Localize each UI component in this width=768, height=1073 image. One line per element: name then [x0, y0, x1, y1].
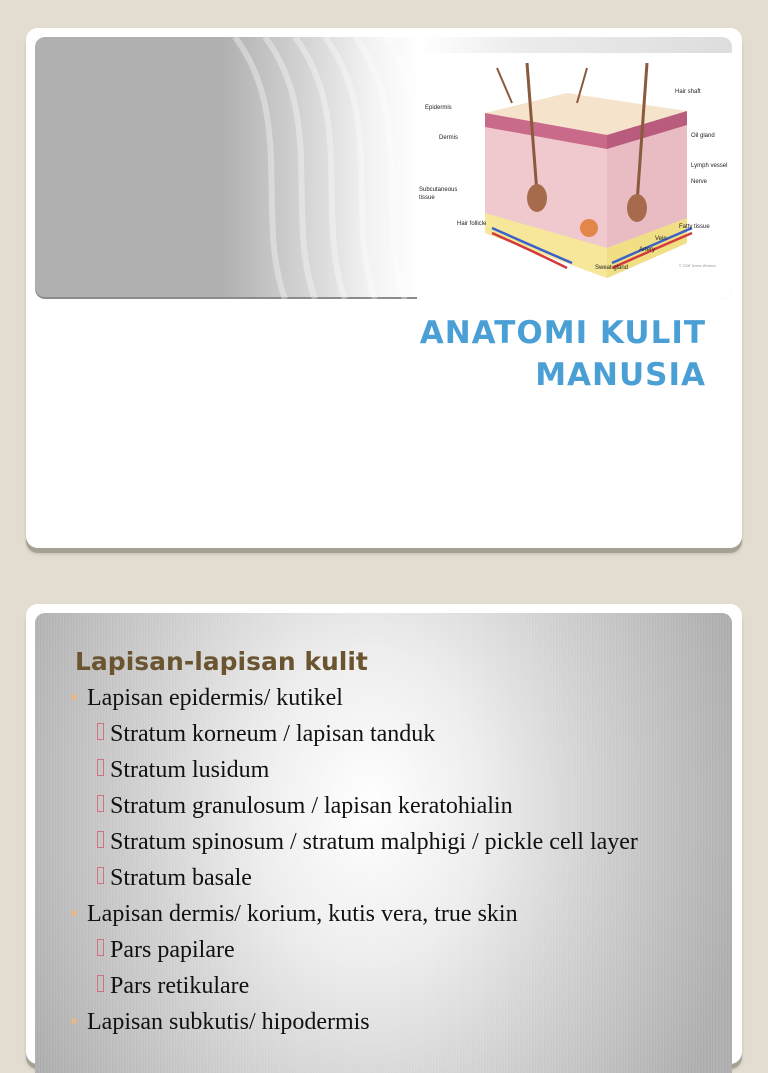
- bullet-box-icon: [97, 939, 104, 956]
- svg-text:Nerve: Nerve: [691, 179, 708, 185]
- skin-anatomy-diagram: [417, 53, 732, 299]
- bullet-box-icon: [97, 723, 104, 740]
- title-line-2: MANUSIA: [535, 357, 706, 393]
- bullet-box-icon: [97, 867, 104, 884]
- bullet-dot-icon: [71, 1018, 77, 1024]
- list-item: Pars retikulare: [97, 973, 249, 1000]
- title-line-1: ANATOMI KULIT: [419, 315, 706, 351]
- svg-text:Fatty tissue: Fatty tissue: [679, 224, 710, 230]
- svg-text:Lymph vessel: Lymph vessel: [691, 163, 728, 169]
- list-item: Stratum basale: [97, 865, 252, 892]
- svg-text:Hair follicle: Hair follicle: [457, 221, 487, 227]
- bullet-box-icon: [97, 759, 104, 776]
- list-item: Stratum lusidum: [97, 757, 269, 784]
- list-item: Stratum granulosum / lapisan keratohialin: [97, 793, 513, 820]
- list-item: Lapisan dermis/ korium, kutis vera, true skin: [71, 901, 518, 928]
- svg-text:Hair shaft: Hair shaft: [675, 89, 701, 95]
- bullet-box-icon: [97, 831, 104, 848]
- svg-text:Subcutaneous: Subcutaneous: [419, 187, 458, 193]
- svg-text:Oil gland: Oil gland: [691, 133, 715, 139]
- skin-cross-section-illustration: [417, 53, 732, 299]
- list-item: Pars papilare: [97, 937, 235, 964]
- bullet-dot-icon: [71, 694, 77, 700]
- slide-1: [26, 28, 742, 548]
- slide-heading: Lapisan-lapisan kulit: [75, 647, 368, 676]
- presentation-title: [420, 312, 706, 396]
- slide-2: [26, 604, 742, 1064]
- list-item: Stratum korneum / lapisan tanduk: [97, 721, 435, 748]
- bullet-box-icon: [97, 795, 104, 812]
- svg-text:Sweat gland: Sweat gland: [595, 265, 629, 271]
- svg-text:Epidermis: Epidermis: [425, 105, 452, 111]
- bullet-box-icon: [97, 975, 104, 992]
- svg-text:© 2008 Terese Winslow: © 2008 Terese Winslow: [679, 264, 716, 268]
- content-panel: [35, 613, 732, 1073]
- list-item: Lapisan epidermis/ kutikel: [71, 685, 343, 712]
- list-item: Lapisan subkutis/ hipodermis: [71, 1009, 370, 1036]
- svg-text:tissue: tissue: [419, 195, 435, 201]
- svg-text:Dermis: Dermis: [439, 135, 458, 141]
- svg-text:Vein: Vein: [655, 236, 667, 242]
- svg-text:Artery: Artery: [639, 247, 656, 253]
- title-banner: [35, 37, 732, 299]
- list-item: Stratum spinosum / stratum malphigi / pickle cell layer: [97, 829, 638, 856]
- bullet-dot-icon: [71, 910, 77, 916]
